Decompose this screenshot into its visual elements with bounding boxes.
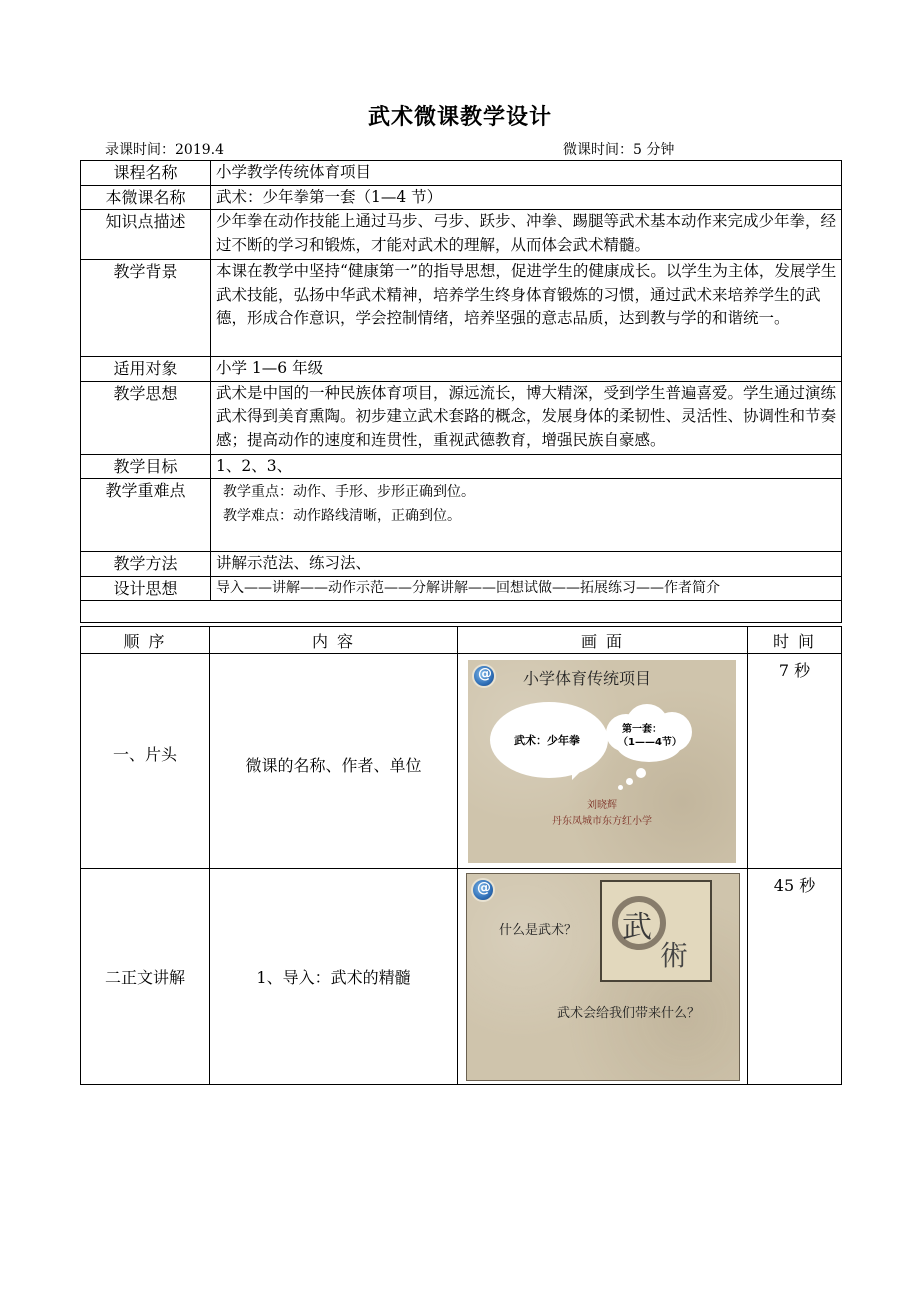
info-value: 小学教学传统体育项目 <box>211 161 842 186</box>
info-row-lesson <box>81 185 842 210</box>
info-value: 少年拳在动作技能上通过马步、弓步、跃步、冲拳、踢腿等武术基本动作来完成少年拳，经过不断的学习和锻炼，才能对武术的理解，从而体会武术精髓。 <box>211 210 842 260</box>
info-label: 课程名称 <box>81 161 211 186</box>
info-value: 讲解示范法、练习法、 <box>211 552 842 577</box>
school-logo-icon <box>472 664 496 688</box>
thought-dot <box>618 785 623 790</box>
info-row-method <box>81 552 842 577</box>
slide-author: 刘晓辉 <box>587 800 617 811</box>
keypoint-line: 教学重点：动作、手形、步形正确到位。 <box>223 484 475 500</box>
info-value <box>211 479 842 552</box>
info-value: 武术：少年拳第一套（1—4 节） <box>211 185 842 210</box>
info-label: 知识点描述 <box>81 210 211 260</box>
info-label: 本微课名称 <box>81 185 211 210</box>
info-label: 教学重难点 <box>81 479 211 552</box>
info-table <box>80 160 842 623</box>
picture-cell <box>458 869 748 1085</box>
order-cell: 二正文讲解 <box>81 869 210 1085</box>
time-cell: 7 秒 <box>748 654 842 869</box>
wushu-calligraphy-image <box>600 880 712 982</box>
sequence-row <box>81 869 842 1085</box>
sequence-header-row <box>81 627 842 654</box>
info-row-knowledge <box>81 210 842 260</box>
info-row-design <box>81 576 842 601</box>
slide-question-1: 什么是武术？ <box>499 923 578 938</box>
cloud-text-line2: （1——4节） <box>618 737 682 748</box>
info-row-course <box>81 161 842 186</box>
info-label: 教学背景 <box>81 260 211 357</box>
header-time: 时 间 <box>748 627 842 654</box>
difficulty-line: 教学难点：动作路线清晰，正确到位。 <box>223 507 461 524</box>
info-label: 教学思想 <box>81 381 211 454</box>
calligraphy-char-1: 武 <box>622 910 652 945</box>
time-cell: 45 秒 <box>748 869 842 1085</box>
school-logo-icon <box>471 878 495 902</box>
calligraphy-char-2: 術 <box>660 939 689 972</box>
sequence-table <box>80 626 842 1085</box>
speech-bubble-tail <box>572 748 594 780</box>
info-label: 教学方法 <box>81 552 211 577</box>
bubble-text: 武术：少年拳 <box>514 734 580 747</box>
info-label: 教学目标 <box>81 454 211 479</box>
cloud-text-line1: 第一套： <box>622 724 662 735</box>
info-value: 小学 1—6 年级 <box>211 357 842 382</box>
thought-dot <box>626 778 633 785</box>
info-value: 武术是中国的一种民族体育项目，源远流长，博大精深，受到学生普遍喜爱。学生通过演练武术得到美育熏陶。初步建立武术套路的概念，发展身体的柔韧性、灵活性、协调性和节奏感；提高动作的速度和连贯性，重视武德教育，增强民族自豪感。 <box>211 381 842 454</box>
micro-time: 微课时间：5 分钟 <box>563 142 675 158</box>
intro-slide-thumbnail <box>466 873 740 1081</box>
info-value: 1、2、3、 <box>211 454 842 479</box>
info-row-background <box>81 260 842 357</box>
empty-cell <box>81 601 842 623</box>
info-row-audience <box>81 357 842 382</box>
info-row-idea <box>81 381 842 454</box>
title-slide-thumbnail <box>468 660 736 863</box>
record-time: 录课时间：2019.4 <box>105 142 224 158</box>
header-picture: 画 面 <box>458 627 748 654</box>
thought-dot <box>636 768 646 778</box>
info-row-keypoints <box>81 479 842 552</box>
slide-question-2: 武术会给我们带来什么？ <box>557 1006 701 1021</box>
info-label: 适用对象 <box>81 357 211 382</box>
info-value: 导入——讲解——动作示范——分解讲解——回想试做——拓展练习——作者简介 <box>211 576 842 601</box>
info-row-empty <box>81 601 842 623</box>
sequence-row <box>81 654 842 869</box>
header-order: 顺 序 <box>81 627 210 654</box>
content-cell: 微课的名称、作者、单位 <box>210 654 458 869</box>
slide-school: 丹东凤城市东方红小学 <box>552 816 652 827</box>
picture-cell <box>458 654 748 869</box>
info-row-goal <box>81 454 842 479</box>
header-content: 内 容 <box>210 627 458 654</box>
content-cell: 1、导入：武术的精髓 <box>210 869 458 1085</box>
info-label: 设计思想 <box>81 576 211 601</box>
order-cell: 一、片头 <box>81 654 210 869</box>
page-title: 武术微课教学设计 <box>367 104 552 130</box>
info-value: 本课在教学中坚持“健康第一”的指导思想，促进学生的健康成长。以学生为主体，发展学生武术技能，弘扬中华武术精神，培养学生终身体育锻炼的习惯，通过武术来培养学生的武德，形成合作意识，学会控制情绪，培养坚强的意志品质，达到教与学的和谐统一。 <box>211 260 842 357</box>
slide-title: 小学体育传统项目 <box>523 669 652 688</box>
